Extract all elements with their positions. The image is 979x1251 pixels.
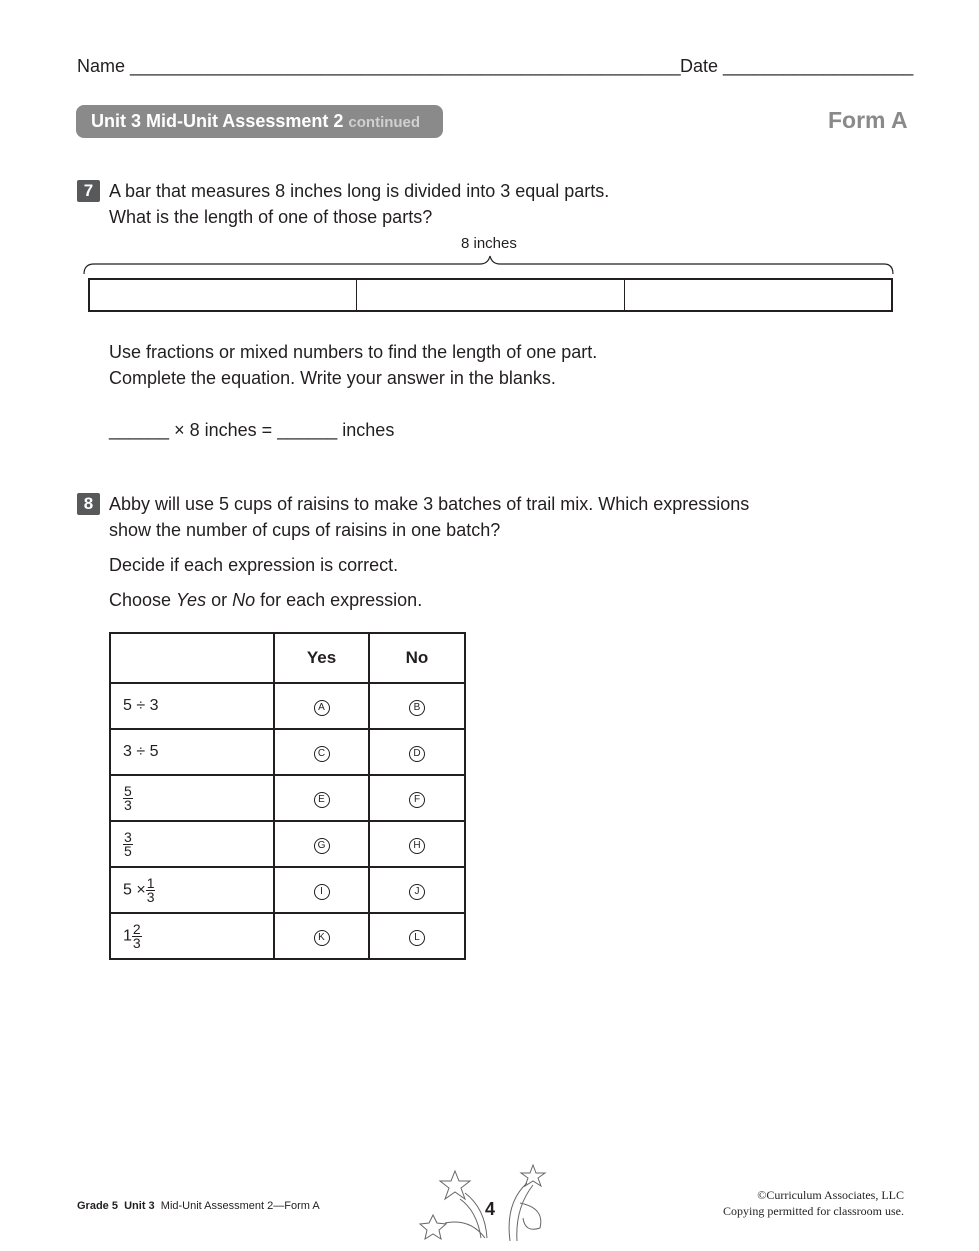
expression-prefix: 1 (123, 927, 132, 945)
bar-part (625, 280, 891, 310)
yes-cell (274, 821, 369, 867)
header-yes: Yes (274, 633, 369, 683)
denominator: 3 (132, 934, 141, 951)
yes-option-bubble[interactable]: K (314, 930, 330, 946)
no-option-bubble[interactable]: D (409, 746, 425, 762)
q7-instruction1: Use fractions or mixed numbers to find the length of one part. (109, 342, 598, 362)
choose-text: Choose (109, 590, 177, 610)
choose-or: or (206, 590, 233, 610)
footer-right (723, 1187, 904, 1219)
expression-cell (110, 683, 274, 729)
permission: Copying permitted for classroom use. (723, 1204, 904, 1218)
date-line (680, 56, 913, 77)
choose-yes: Yes (176, 590, 207, 610)
table-row (110, 729, 465, 775)
equation (109, 420, 394, 441)
denominator: 3 (124, 796, 132, 813)
table-row (110, 913, 465, 959)
footer-grade: Grade 5 (77, 1200, 118, 1212)
header-no: No (369, 633, 465, 683)
numerator: 3 (124, 828, 132, 845)
bar-part (90, 280, 357, 310)
brace-icon (80, 252, 900, 278)
yes-option-bubble[interactable]: C (314, 746, 330, 762)
q8-choose (109, 590, 422, 611)
fraction (123, 782, 133, 813)
name-label: Name (77, 56, 126, 76)
choose-no: No (232, 590, 256, 610)
expression-cell (110, 867, 274, 913)
q8-text-line1: Abby will use 5 cups of raisins to make 3 batches of trail mix. Which expressions (109, 494, 750, 514)
numerator: 1 (146, 874, 155, 891)
question-number-7: 7 (77, 180, 100, 202)
page-number: 4 (485, 1199, 496, 1219)
yes-option-bubble[interactable]: E (314, 792, 330, 808)
no-option-bubble[interactable]: H (409, 838, 425, 854)
yes-cell (274, 913, 369, 959)
question-number-8: 8 (77, 493, 100, 515)
no-option-bubble[interactable]: J (409, 884, 425, 900)
name-line (77, 56, 681, 77)
q7-instruction2: Complete the equation. Write your answer in the blanks. (109, 368, 556, 388)
expression-prefix: 5 × (123, 881, 146, 899)
answer-blank-1[interactable]: ______ (109, 420, 170, 440)
yes-no-table (109, 632, 466, 960)
expression-cell (110, 775, 274, 821)
equation-middle: × 8 inches = (174, 420, 273, 440)
q7-text-line2: What is the length of one of those parts? (109, 207, 433, 227)
no-cell (369, 867, 465, 913)
q7-text-line1: A bar that measures 8 inches long is divided into 3 equal parts. (109, 181, 610, 201)
bar-label: 8 inches (461, 235, 517, 252)
table-row (110, 821, 465, 867)
expression-cell (110, 821, 274, 867)
no-cell (369, 683, 465, 729)
q8-text-line2: show the number of cups of raisins in one batch? (109, 520, 501, 540)
bar-part (357, 280, 624, 310)
fraction (146, 874, 156, 905)
footer-title: Mid-Unit Assessment 2—Form A (160, 1200, 320, 1212)
denominator: 3 (146, 888, 155, 905)
no-cell (369, 775, 465, 821)
badge-suffix: continued (348, 114, 421, 131)
header-blank (110, 633, 274, 683)
answer-blank-2[interactable]: ______ (277, 420, 338, 440)
table-row (110, 683, 465, 729)
yes-cell (274, 775, 369, 821)
numerator: 2 (132, 920, 141, 937)
denominator: 5 (124, 842, 132, 859)
numerator: 5 (124, 782, 132, 799)
no-option-bubble[interactable]: L (409, 930, 425, 946)
yes-option-bubble[interactable]: A (314, 700, 330, 716)
name-field[interactable]: _______________________________________________________ (130, 56, 681, 76)
q8-decide: Decide if each expression is correct. (109, 555, 399, 575)
expression: 3 ÷ 5 (123, 743, 159, 760)
yes-cell (274, 867, 369, 913)
no-cell (369, 913, 465, 959)
footer-unit: Unit 3 (124, 1200, 155, 1212)
stars-decoration-icon (415, 1163, 550, 1248)
divided-bar (88, 278, 893, 312)
no-cell (369, 821, 465, 867)
yes-cell (274, 729, 369, 775)
fraction (123, 828, 133, 859)
expression-cell (110, 913, 274, 959)
fraction (132, 920, 142, 951)
table-row (110, 867, 465, 913)
choose-end: for each expression. (255, 590, 423, 610)
unit-badge (76, 105, 443, 138)
footer-left (77, 1200, 320, 1212)
no-cell (369, 729, 465, 775)
equation-unit: inches (342, 420, 395, 440)
expression: 5 ÷ 3 (123, 697, 159, 714)
date-field[interactable]: ___________________ (723, 56, 914, 76)
yes-option-bubble[interactable]: I (314, 884, 330, 900)
copyright: ©Curriculum Associates, LLC (757, 1188, 904, 1202)
yes-cell (274, 683, 369, 729)
date-label: Date (680, 56, 719, 76)
yes-option-bubble[interactable]: G (314, 838, 330, 854)
table-row (110, 775, 465, 821)
badge-title: Unit 3 Mid-Unit Assessment 2 (91, 111, 344, 131)
form-label: Form A (828, 107, 908, 133)
no-option-bubble[interactable]: B (409, 700, 425, 716)
expression-cell (110, 729, 274, 775)
no-option-bubble[interactable]: F (409, 792, 425, 808)
